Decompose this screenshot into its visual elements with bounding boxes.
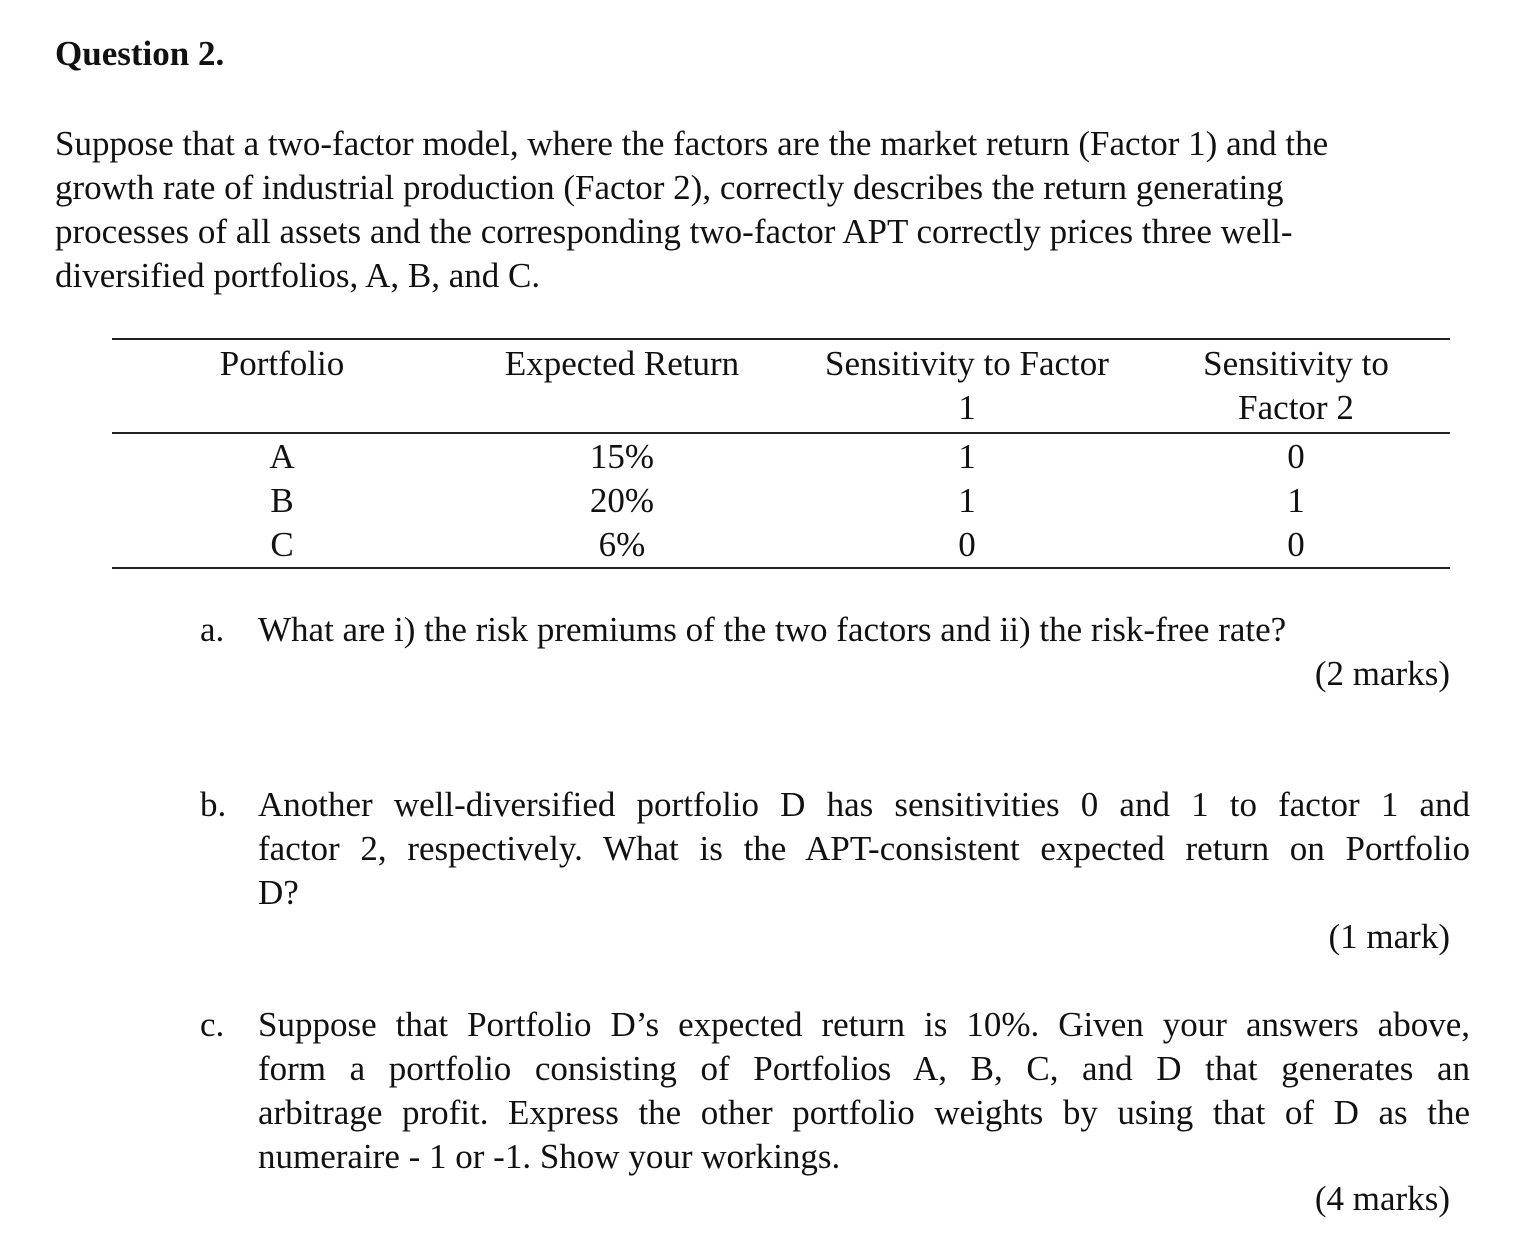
- intro-line: diversified portfolios, A, B, and C.: [55, 256, 541, 295]
- cell-expected-return: 15%: [589, 437, 655, 476]
- header-expected-return: Expected Return: [504, 344, 740, 383]
- cell-expected-return: 6%: [598, 525, 646, 564]
- question-part-c: [200, 1003, 1470, 1179]
- marks-label: (4 marks): [1314, 1179, 1450, 1218]
- cell-expected-return: 20%: [589, 481, 655, 520]
- part-text: [258, 783, 1470, 915]
- cell-portfolio: A: [269, 437, 295, 476]
- part-line: D?: [258, 873, 299, 912]
- portfolio-table: [112, 338, 1450, 569]
- part-line: form a portfolio consisting of Portfolios A, B, C, and D that generates an: [258, 1049, 1470, 1088]
- cell-sensitivity-2: 1: [1287, 481, 1305, 520]
- question-part-b: [200, 783, 1470, 915]
- intro-line: growth rate of industrial production (Factor 2), correctly describes the return generating: [55, 168, 1284, 207]
- part-line: Another well-diversified portfolio D has sensitivities 0 and 1 to factor 1 and: [258, 785, 1470, 824]
- question-part-a: [200, 608, 1470, 652]
- part-text: [258, 608, 1470, 652]
- marks-label: (2 marks): [1314, 654, 1450, 693]
- table-row: [112, 479, 1450, 523]
- question-heading: Question 2.: [55, 34, 225, 73]
- cell-portfolio: B: [270, 481, 294, 520]
- cell-sensitivity-1: 1: [958, 437, 976, 476]
- table-header-row: [112, 339, 1450, 433]
- table-row: [112, 433, 1450, 479]
- part-letter: a.: [200, 610, 225, 649]
- header-sensitivity-factor-2: Sensitivity to Factor 2: [1203, 344, 1389, 427]
- intro-line: Suppose that a two-factor model, where the factors are the market return (Factor 1) and the: [55, 124, 1329, 163]
- cell-sensitivity-2: 0: [1287, 525, 1305, 564]
- header-sensitivity-factor-1: Sensitivity to Factor 1: [825, 344, 1109, 427]
- cell-portfolio: C: [270, 525, 294, 564]
- cell-sensitivity-1: 1: [958, 481, 976, 520]
- part-line: What are i) the risk premiums of the two factors and ii) the risk-free rate?: [258, 610, 1287, 649]
- portfolio-table-wrapper: [112, 338, 1450, 569]
- part-text: [258, 1003, 1470, 1179]
- part-line: Suppose that Portfolio D’s expected return is 10%. Given your answers above,: [258, 1005, 1470, 1044]
- question-intro: [55, 122, 1455, 298]
- part-line: factor 2, respectively. What is the APT-consistent expected return on Portfolio: [258, 829, 1470, 868]
- cell-sensitivity-1: 0: [958, 525, 976, 564]
- intro-line: processes of all assets and the corresponding two-factor APT correctly prices three well-: [55, 212, 1293, 251]
- header-portfolio: Portfolio: [219, 344, 345, 383]
- part-letter: b.: [200, 785, 227, 824]
- part-line: numeraire - 1 or -1. Show your workings.: [258, 1137, 841, 1176]
- marks-label: (1 mark): [1328, 917, 1450, 956]
- part-letter: c.: [200, 1005, 225, 1044]
- part-line: arbitrage profit. Express the other portfolio weights by using that of D as the: [258, 1093, 1470, 1132]
- cell-sensitivity-2: 0: [1287, 437, 1305, 476]
- table-row: [112, 523, 1450, 568]
